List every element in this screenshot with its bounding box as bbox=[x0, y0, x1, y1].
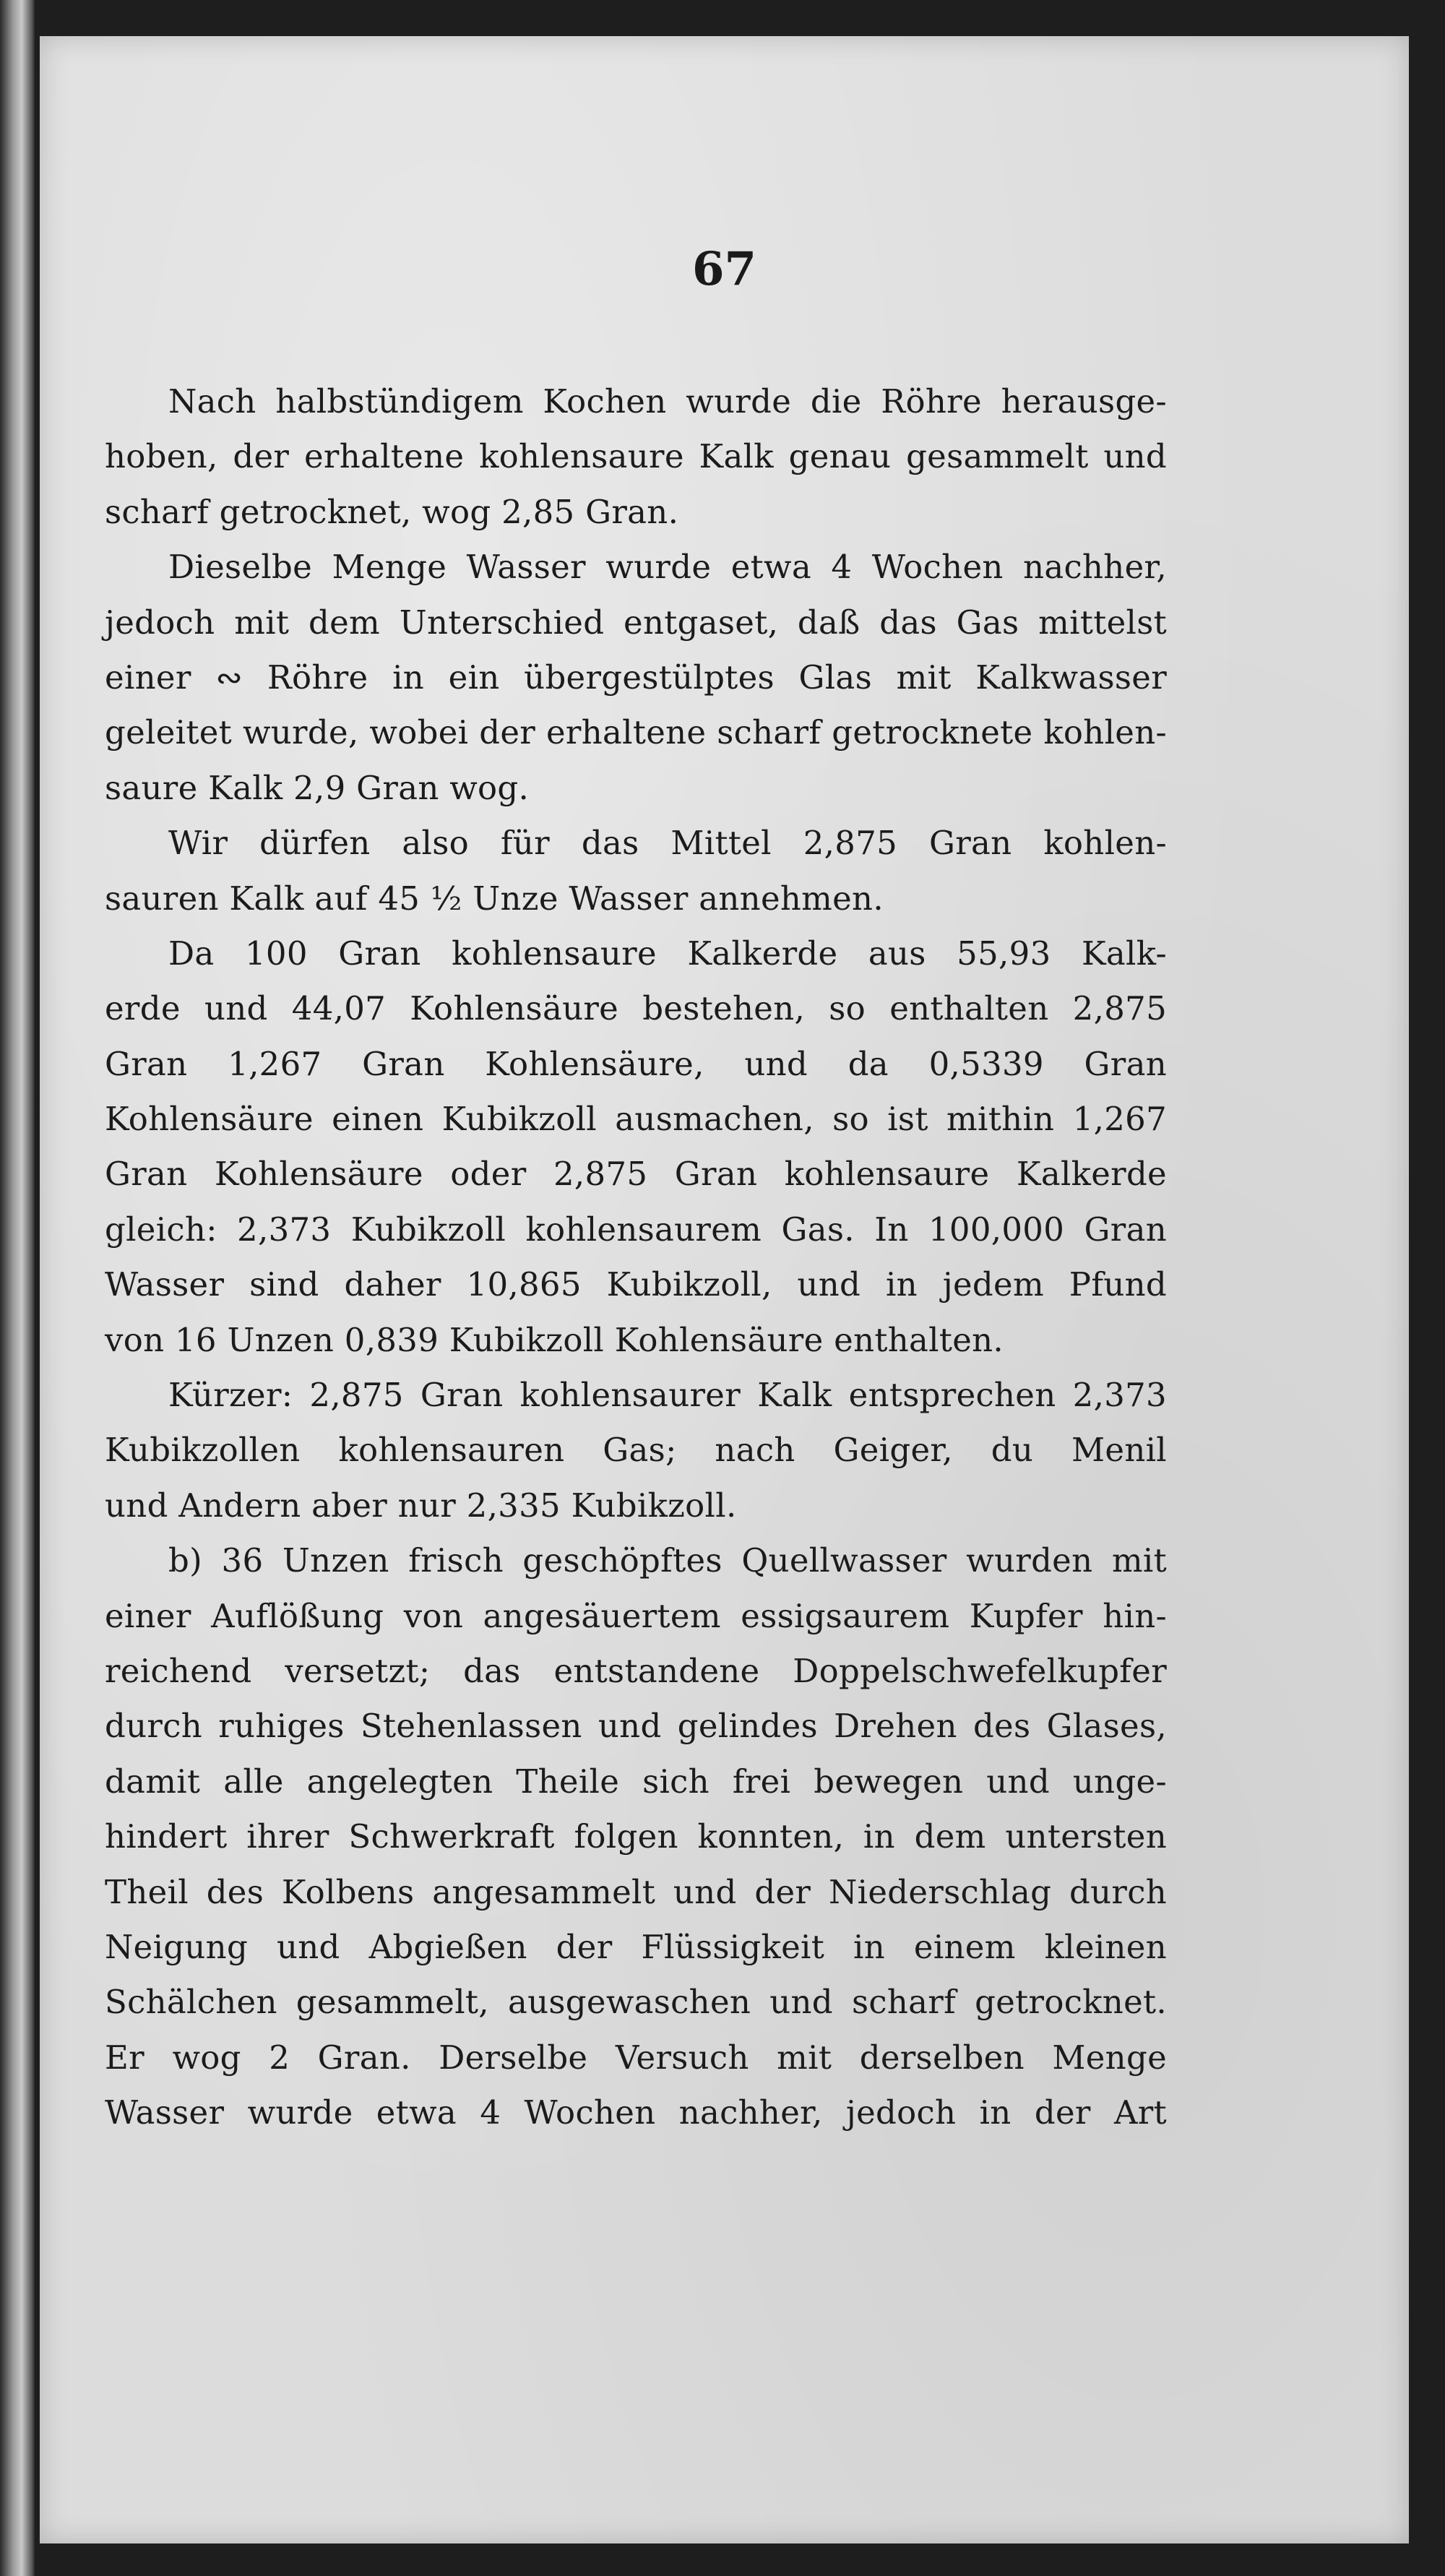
text-line: Kohlensäure einen Kubikzoll ausmachen, so ist mithin 1,267 bbox=[105, 1100, 1167, 1139]
text-line: hindert ihrer Schwerkraft folgen konnten, in dem untersten bbox=[105, 1817, 1167, 1856]
text-line: Gran 1,267 Gran Kohlensäure, und da 0,5339 Gran bbox=[105, 1044, 1167, 1083]
book-page bbox=[40, 36, 1409, 2543]
text-line: Da 100 Gran kohlensaure Kalkerde aus 55,93 Kalk- bbox=[168, 934, 1167, 973]
text-line: Gran Kohlensäure oder 2,875 Gran kohlensaure Kalkerde bbox=[105, 1155, 1167, 1194]
text-line: Wasser sind daher 10,865 Kubikzoll, und in jedem Pfund bbox=[105, 1265, 1167, 1304]
text-line: von 16 Unzen 0,839 Kubikzoll Kohlensäure enthalten. bbox=[105, 1320, 1004, 1359]
text-line: einer ∾ Röhre in ein übergestülptes Glas mit Kalkwasser bbox=[105, 658, 1167, 697]
text-line: Nach halbstündigem Kochen wurde die Röhre herausge- bbox=[168, 382, 1167, 421]
text-line: erde und 44,07 Kohlensäure bestehen, so enthalten 2,875 bbox=[105, 989, 1167, 1028]
text-line: Wasser wurde etwa 4 Wochen nachher, jedoch in der Art bbox=[105, 2093, 1167, 2132]
page-number: 67 bbox=[691, 242, 757, 296]
text-line: scharf getrocknet, wog 2,85 Gran. bbox=[105, 492, 679, 531]
text-line: damit alle angelegten Theile sich frei bewegen und unge- bbox=[105, 1762, 1167, 1801]
text-line: hoben, der erhaltene kohlensaure Kalk genau gesammelt und bbox=[105, 437, 1167, 476]
text-line: Neigung und Abgießen der Flüssigkeit in einem kleinen bbox=[105, 1927, 1167, 1966]
text-line: gleich: 2,373 Kubikzoll kohlensaurem Gas. In 100,000 Gran bbox=[105, 1210, 1167, 1249]
text-line: Kürzer: 2,875 Gran kohlensaurer Kalk entsprechen 2,373 bbox=[168, 1376, 1167, 1415]
text-line: b) 36 Unzen frisch geschöpftes Quellwasser wurden mit bbox=[168, 1541, 1167, 1580]
text-line: Kubikzollen kohlensauren Gas; nach Geiger, du Menil bbox=[105, 1431, 1167, 1470]
text-line: Schälchen gesammelt, ausgewaschen und scharf getrocknet. bbox=[105, 1983, 1167, 2022]
text-line: geleitet wurde, wobei der erhaltene scharf getrocknete kohlen- bbox=[105, 713, 1167, 752]
text-line: saure Kalk 2,9 Gran wog. bbox=[105, 768, 530, 807]
text-line: sauren Kalk auf 45 ½ Unze Wasser annehmen. bbox=[105, 879, 884, 918]
text-line: Dieselbe Menge Wasser wurde etwa 4 Wochen nachher, bbox=[168, 548, 1167, 587]
facing-page-edge bbox=[0, 0, 35, 2576]
text-line: und Andern aber nur 2,335 Kubikzoll. bbox=[105, 1486, 737, 1525]
text-line: Theil des Kolbens angesammelt und der Niederschlag durch bbox=[105, 1872, 1167, 1911]
text-line: Er wog 2 Gran. Derselbe Versuch mit derselben Menge bbox=[105, 2038, 1167, 2077]
text-line: Wir dürfen also für das Mittel 2,875 Gran kohlen- bbox=[168, 824, 1167, 863]
text-line: reichend versetzt; das entstandene Doppelschwefelkupfer bbox=[105, 1651, 1167, 1690]
text-line: einer Auflößung von angesäuertem essigsaurem Kupfer hin- bbox=[105, 1596, 1167, 1635]
body-text bbox=[105, 374, 1167, 2141]
text-line: jedoch mit dem Unterschied entgaset, daß das Gas mittelst bbox=[105, 603, 1167, 642]
text-line: durch ruhiges Stehenlassen und gelindes Drehen des Glases, bbox=[105, 1707, 1167, 1746]
